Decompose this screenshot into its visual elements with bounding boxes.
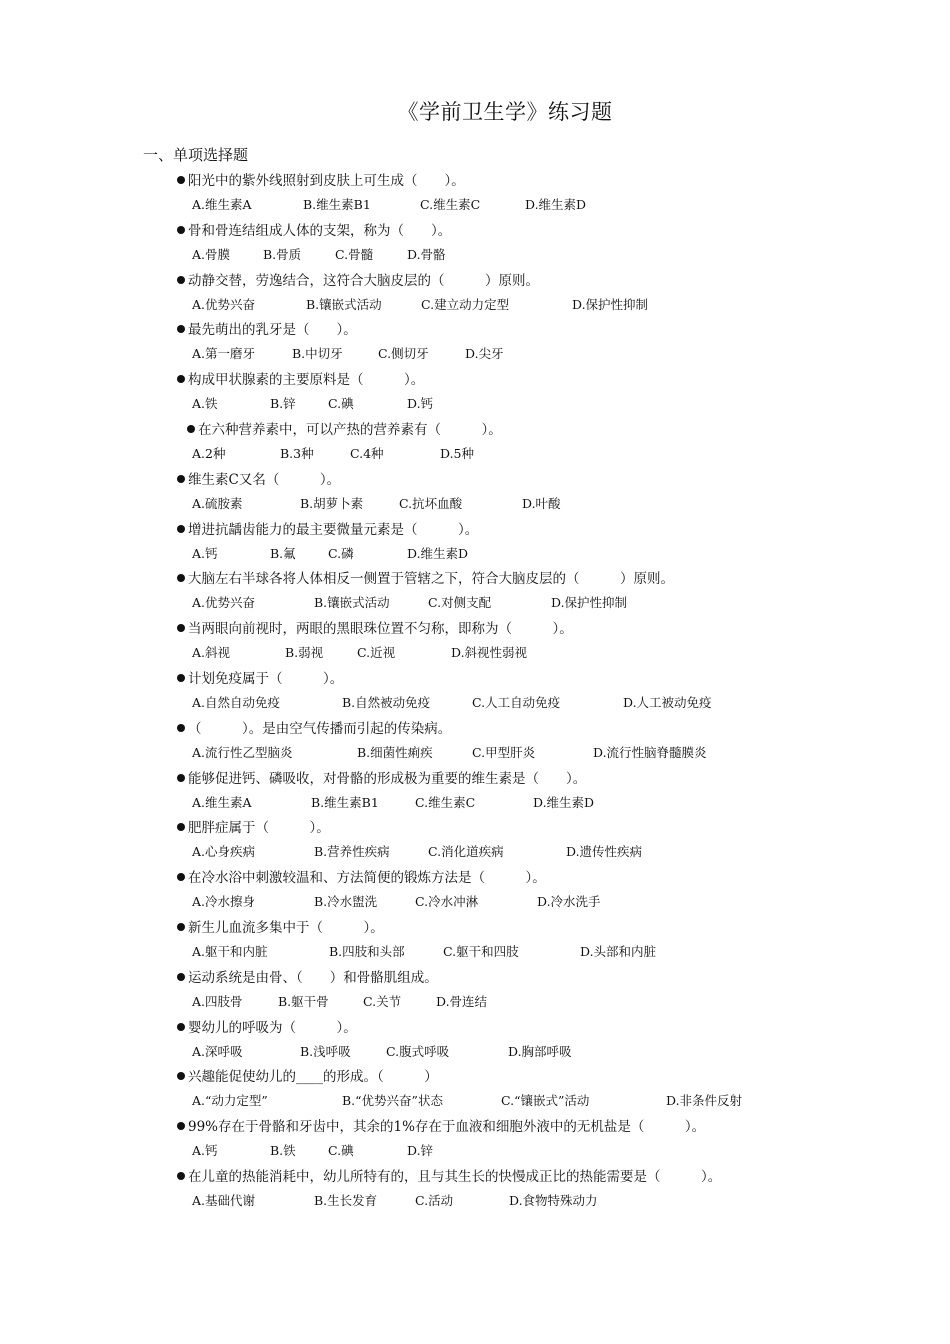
option-a: A.优势兴奋: [192, 296, 256, 312]
option-row: [0, 892, 950, 917]
option-c: C.侧切牙: [378, 346, 429, 362]
question-item: [0, 170, 950, 220]
option-a: A.维生素A: [192, 794, 252, 810]
question-item: [0, 967, 950, 1017]
option-c: C.维生素C: [420, 197, 481, 212]
question-item: [0, 1166, 950, 1216]
question-text: 阳光中的紫外线照射到皮肤上可生成（ ）。: [188, 173, 465, 189]
bullet-icon: [177, 1122, 185, 1130]
option-row: [0, 643, 950, 668]
option-b: B.胡萝卜素: [300, 495, 364, 511]
option-c: C.建立动力定型: [421, 296, 510, 312]
option-b: B.铁: [270, 1143, 296, 1159]
question-text: 婴幼儿的呼吸为（ ）。: [188, 1019, 357, 1036]
option-c: C.活动: [415, 1192, 454, 1208]
question-item: [0, 1017, 950, 1067]
question-item: [0, 618, 950, 668]
option-c: C.近视: [357, 645, 396, 661]
option-row: [0, 344, 950, 369]
bullet-icon: [177, 724, 185, 732]
question-text: 在儿童的热能消耗中，幼儿所特有的，且与其生长的快慢成正比的热能需要是（ ）。: [188, 1168, 722, 1185]
question-text: 肥胖症属于（ ）。: [188, 820, 330, 837]
bullet-icon: [177, 176, 185, 184]
question-text: 在冷水浴中刺激较温和、方法简便的锻炼方法是（ ）。: [188, 870, 546, 887]
bullet-icon: [177, 574, 185, 582]
question-stem: [177, 1116, 705, 1141]
question-stem: [177, 568, 674, 593]
option-row: [0, 1191, 950, 1216]
question-stem: [177, 170, 465, 195]
option-a: A.优势兴奋: [192, 595, 256, 611]
question-stem: [177, 1166, 721, 1191]
option-a: A.基础代谢: [192, 1192, 256, 1208]
question-list: [0, 170, 950, 1216]
option-row: [0, 195, 950, 220]
option-a: A.第一磨牙: [192, 346, 256, 362]
option-b: B.锌: [270, 396, 296, 412]
option-a: A.维生素A: [192, 197, 252, 212]
option-d: D.头部和内脏: [580, 943, 657, 959]
option-d: D.叶酸: [522, 495, 561, 511]
option-row: [0, 494, 950, 519]
option-b: B.浅呼吸: [300, 1043, 351, 1059]
option-row: [0, 842, 950, 867]
option-b: B.“优势兴奋”状态: [342, 1093, 443, 1109]
option-b: B.生长发育: [314, 1192, 378, 1208]
option-c: C.躯干和四肢: [443, 943, 519, 959]
option-c: C.抗坏血酸: [399, 495, 463, 511]
section-heading: 一、单项选择题: [143, 146, 249, 164]
option-a: A.深呼吸: [192, 1043, 243, 1059]
option-b: B.骨质: [263, 246, 302, 262]
option-d: D.钙: [407, 396, 434, 412]
question-text: 骨和骨连结组成人体的支架，称为（ ）。: [188, 222, 452, 239]
option-d: D.遗传性疾病: [566, 844, 643, 860]
question-stem: [177, 867, 546, 892]
question-stem: [177, 1066, 438, 1091]
option-row: [0, 394, 950, 419]
option-a: A.钙: [192, 1143, 218, 1159]
question-stem: [177, 519, 478, 544]
option-a: A.自然自动免疫: [192, 694, 281, 710]
bullet-icon: [187, 425, 195, 433]
option-row: [0, 1042, 950, 1067]
option-b: B.营养性疾病: [314, 844, 390, 860]
option-b: B.细菌性痢疾: [357, 744, 433, 760]
bullet-icon: [177, 873, 185, 881]
option-a: A.四肢骨: [192, 993, 243, 1009]
option-b: B.四肢和头部: [329, 943, 405, 959]
question-item: [0, 1066, 950, 1116]
option-d: D.5种: [440, 445, 475, 461]
option-a: A.骨膜: [192, 246, 231, 262]
option-c: C.磷: [328, 545, 354, 561]
option-row: [0, 593, 950, 618]
option-d: D.骨连结: [436, 993, 488, 1009]
option-c: C.对侧支配: [428, 595, 492, 611]
question-item: [0, 867, 950, 917]
option-a: A.2种: [192, 445, 226, 461]
option-row: [0, 1141, 950, 1166]
question-item: [0, 568, 950, 618]
option-row: [0, 793, 950, 818]
option-d: D.锌: [407, 1143, 434, 1159]
option-d: D.尖牙: [465, 346, 504, 362]
bullet-icon: [177, 525, 185, 533]
option-row: [0, 444, 950, 469]
option-d: D.冷水洗手: [537, 894, 601, 910]
question-stem: [177, 817, 330, 842]
option-a: A.躯干和内脏: [192, 943, 268, 959]
question-stem: [177, 668, 343, 693]
option-a: A.冷水擦身: [192, 894, 256, 910]
option-a: A.流行性乙型脑炎: [192, 744, 293, 760]
question-stem: [177, 220, 451, 245]
question-text: 新生儿血流多集中于（ ）。: [188, 919, 384, 936]
option-a: A.心身疾病: [192, 844, 256, 860]
bullet-icon: [177, 624, 185, 632]
question-item: [0, 917, 950, 967]
option-a: A.“动力定型”: [192, 1093, 268, 1109]
option-c: C.甲型肝炎: [472, 744, 536, 760]
question-text: 构成甲状腺素的主要原料是（ ）。: [188, 372, 425, 389]
option-d: D.食物特殊动力: [509, 1192, 598, 1208]
bullet-icon: [177, 1072, 185, 1080]
question-text: 在六种营养素中，可以产热的营养素有（ ）。: [198, 421, 502, 438]
bullet-icon: [177, 276, 185, 284]
option-c: C.碘: [328, 1143, 354, 1159]
option-row: [0, 1091, 950, 1116]
option-c: C.腹式呼吸: [386, 1043, 450, 1059]
question-text: 运动系统是由骨、（ ）和骨骼肌组成。: [188, 969, 438, 986]
option-a: A.斜视: [192, 645, 231, 661]
option-c: C.“镶嵌式”活动: [501, 1093, 590, 1109]
option-b: B.躯干骨: [278, 993, 329, 1009]
bullet-icon: [177, 823, 185, 831]
question-stem: [177, 768, 586, 793]
option-d: D.胸部呼吸: [508, 1043, 572, 1059]
option-d: D.维生素D: [525, 197, 587, 212]
option-d: D.保护性抑制: [572, 296, 649, 312]
option-b: B.镶嵌式活动: [306, 296, 382, 312]
question-text: 大脑左右半球各将人体相反一侧置于管辖之下，符合大脑皮层的（ ）原则。: [188, 571, 674, 588]
question-text: 动静交替，劳逸结合，这符合大脑皮层的（ ）原则。: [188, 272, 539, 289]
bullet-icon: [177, 774, 185, 782]
option-b: B.氟: [270, 545, 296, 561]
question-item: [0, 668, 950, 718]
option-c: C.4种: [350, 445, 384, 461]
question-item: [0, 1116, 950, 1166]
option-c: C.人工自动免疫: [472, 694, 561, 710]
option-row: [0, 544, 950, 569]
bullet-icon: [177, 674, 185, 682]
bullet-icon: [177, 325, 185, 333]
document-title: 《学前卫生学》练习题: [397, 100, 613, 124]
bullet-icon: [177, 1023, 185, 1031]
option-b: B.维生素B1: [303, 197, 371, 212]
option-d: D.维生素D: [407, 545, 469, 561]
option-row: [0, 295, 950, 320]
option-row: [0, 245, 950, 270]
question-item: [0, 768, 950, 818]
question-text: 能够促进钙、磷吸收，对骨骼的形成极为重要的维生素是（ ）。: [188, 770, 587, 787]
bullet-icon: [177, 1172, 185, 1180]
option-b: B.弱视: [285, 645, 324, 661]
question-stem: [177, 917, 384, 942]
option-row: [0, 743, 950, 768]
option-d: D.非条件反射: [666, 1093, 743, 1109]
option-c: C.冷水冲淋: [415, 894, 479, 910]
question-text: 维生素C又名（ ）。: [188, 471, 341, 488]
option-row: [0, 693, 950, 718]
question-text: 兴趣能促使幼儿的____的形成。（ ）: [188, 1069, 438, 1086]
question-stem: [177, 718, 451, 743]
option-d: D.流行性脑脊髓膜炎: [593, 744, 707, 760]
question-item: [0, 718, 950, 768]
question-text: 计划免疫属于（ ）。: [188, 670, 344, 687]
question-stem: [177, 469, 340, 494]
option-b: B.3种: [280, 445, 314, 461]
question-stem: [177, 618, 573, 643]
option-b: B.自然被动免疫: [342, 694, 431, 710]
option-c: C.消化道疾病: [428, 844, 504, 860]
question-item: [0, 369, 950, 419]
option-a: A.硫胺素: [192, 495, 243, 511]
question-item: [0, 220, 950, 270]
question-text: 最先萌出的乳牙是（ ）。: [188, 322, 357, 339]
option-d: D.斜视性弱视: [451, 645, 528, 661]
bullet-icon: [177, 375, 185, 383]
option-b: B.冷水盥洗: [314, 894, 378, 910]
question-item: [0, 469, 950, 519]
question-item: [0, 817, 950, 867]
option-c: C.骨髓: [335, 246, 374, 262]
question-text: 当两眼向前视时，两眼的黑眼珠位置不匀称，即称为（ ）。: [188, 621, 573, 638]
question-text: （ ）。是由空气传播而引起的传染病。: [188, 720, 452, 737]
question-stem: [177, 369, 424, 394]
option-c: C.维生素C: [415, 794, 476, 810]
option-a: A.铁: [192, 396, 218, 412]
option-b: B.镶嵌式活动: [314, 595, 390, 611]
question-stem: [177, 1017, 357, 1042]
option-d: D.骨骼: [407, 246, 446, 262]
bullet-icon: [177, 973, 185, 981]
question-item: [0, 419, 950, 469]
question-item: [0, 519, 950, 569]
question-stem: [177, 319, 357, 344]
question-stem: [177, 270, 539, 295]
question-stem: [187, 419, 502, 444]
option-d: D.维生素D: [533, 794, 595, 810]
option-b: B.中切牙: [292, 346, 343, 362]
bullet-icon: [177, 475, 185, 483]
option-d: D.人工被动免疫: [623, 694, 712, 710]
question-text: 99%存在于骨骼和牙齿中，其余的1%存在于血液和细胞外液中的无机盐是（ ）。: [188, 1119, 706, 1136]
option-a: A.钙: [192, 545, 218, 561]
option-c: C.关节: [363, 993, 402, 1009]
option-row: [0, 992, 950, 1017]
option-d: D.保护性抑制: [551, 595, 628, 611]
option-b: B.维生素B1: [311, 794, 379, 810]
question-item: [0, 270, 950, 320]
bullet-icon: [177, 226, 185, 234]
question-text: 增进抗龋齿能力的最主要微量元素是（ ）。: [188, 521, 479, 538]
option-row: [0, 942, 950, 967]
question-item: [0, 319, 950, 369]
bullet-icon: [177, 923, 185, 931]
option-c: C.碘: [328, 396, 354, 412]
question-stem: [177, 967, 438, 992]
